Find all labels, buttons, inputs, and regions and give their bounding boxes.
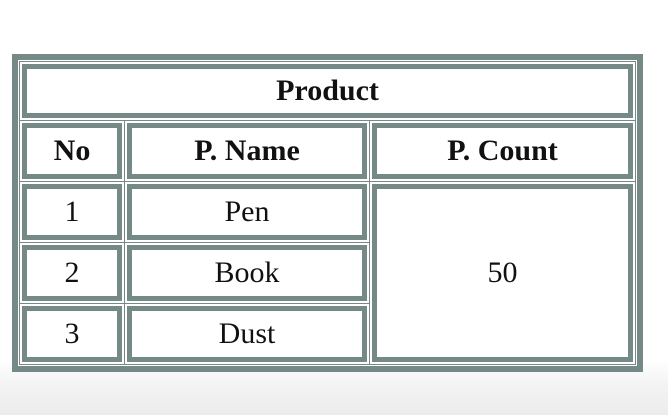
header-product-name: P. Name xyxy=(127,123,367,179)
cell-no: 2 xyxy=(22,245,122,301)
cell-product-count: 50 xyxy=(372,184,633,362)
header-product-count: P. Count xyxy=(372,123,633,179)
table-caption: Product xyxy=(22,64,633,118)
table-row xyxy=(22,184,633,240)
product-table-container xyxy=(12,54,643,370)
cell-no: 3 xyxy=(22,306,122,362)
cell-product-name: Dust xyxy=(127,306,367,362)
cell-product-name: Book xyxy=(127,245,367,301)
table-header-row xyxy=(22,123,633,179)
table-caption-row xyxy=(22,64,633,118)
product-table xyxy=(12,54,643,372)
cell-product-name: Pen xyxy=(127,184,367,240)
header-no: No xyxy=(22,123,122,179)
cell-no: 1 xyxy=(22,184,122,240)
